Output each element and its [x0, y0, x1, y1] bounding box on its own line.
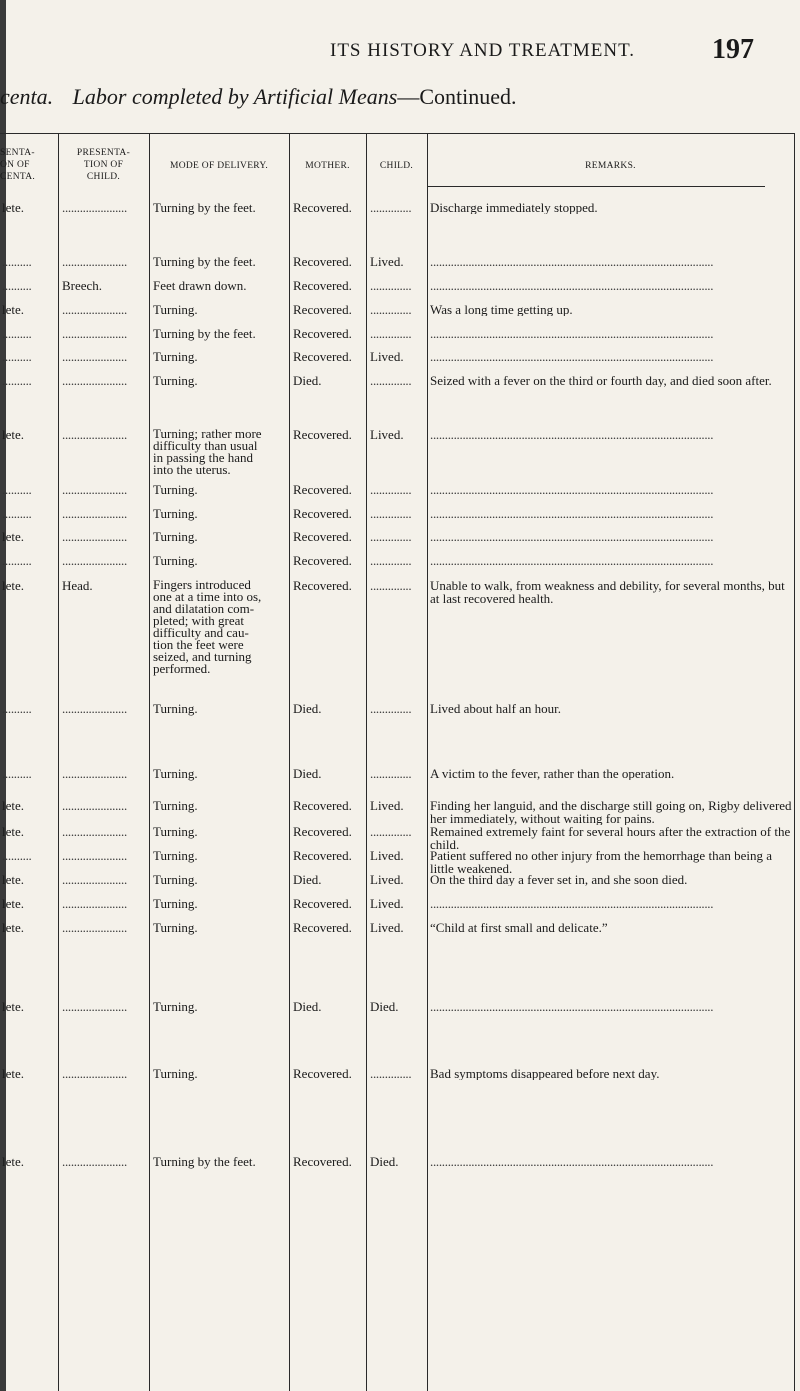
cell-placenta: ..........	[2, 506, 32, 521]
cell-mode: Turning by the feet.	[153, 326, 256, 341]
cell-mother: Recovered.	[293, 1154, 352, 1169]
cell-mode: Turning.	[153, 896, 198, 911]
column-header-mode: MODE OF DELIVERY.	[169, 161, 269, 171]
cell-remarks: Patient suffered no other injury from the hemorrhage than being a little weakened.	[430, 849, 772, 875]
cell-presentation: ......................	[62, 798, 127, 813]
cell-remarks: ................................................................................................	[430, 327, 714, 340]
cell-remarks: ................................................................................................	[430, 1000, 714, 1013]
column-divider	[149, 133, 150, 1391]
cell-mother: Recovered.	[293, 254, 352, 269]
cell-presentation: ......................	[62, 896, 127, 911]
cell-mode: Turning by the feet.	[153, 200, 256, 215]
table-caption	[0, 84, 517, 110]
cell-presentation: Head.	[62, 578, 93, 593]
cell-presentation: ......................	[62, 427, 127, 442]
cell-mode: Turning.	[153, 848, 198, 863]
cell-child: Lived.	[370, 427, 404, 442]
cell-mode-line: difficulty than usual	[153, 438, 258, 453]
cell-mode: Turning.	[153, 701, 198, 716]
table-top-rule	[0, 133, 794, 134]
cell-remarks: ................................................................................................	[430, 554, 714, 567]
caption-suffix: —Continued.	[397, 84, 517, 109]
cell-remarks: ................................................................................................	[430, 255, 714, 268]
cell-placenta: ..........	[2, 254, 32, 269]
cell-mode: Feet drawn down.	[153, 278, 247, 293]
cell-mode-line: Turning; rather more	[153, 426, 262, 441]
cell-placenta: ..........	[2, 553, 32, 568]
cell-mode-line: performed.	[153, 661, 211, 676]
page-number: 197	[712, 34, 754, 65]
cell-remarks: Unable to walk, from weakness and debility, for several months, but at last recovered health.	[430, 579, 785, 605]
cell-child: ..............	[370, 200, 412, 215]
cell-presentation: ......................	[62, 326, 127, 341]
cell-mode-line: in passing the hand	[153, 450, 254, 465]
cell-child: Lived.	[370, 798, 404, 813]
cell-remarks: Was a long time getting up.	[430, 303, 573, 316]
cell-presentation: ......................	[62, 506, 127, 521]
cell-mode: Turning.	[153, 349, 198, 364]
cell-mode: Turning.	[153, 824, 198, 839]
cell-mode: Turning.	[153, 302, 198, 317]
cell-mode: Turning.	[153, 920, 198, 935]
cell-presentation: ......................	[62, 373, 127, 388]
cell-presentation: ......................	[62, 1154, 127, 1169]
cell-remarks: Discharge immediately stopped.	[430, 201, 598, 214]
cell-placenta: lete.	[2, 798, 25, 813]
cell-mode: Turning.	[153, 553, 198, 568]
cell-placenta: lete.	[2, 999, 25, 1014]
cell-mode-line: Fingers introduced	[153, 577, 251, 592]
cell-presentation: ......................	[62, 999, 127, 1014]
cell-placenta: lete.	[2, 1066, 25, 1081]
caption-prefix: centa.	[0, 84, 54, 109]
cell-mode-line: and dilatation com-	[153, 601, 255, 616]
column-header-remarks: REMARKS.	[585, 161, 636, 171]
cell-remarks: ................................................................................................	[430, 897, 714, 910]
cell-child: ..............	[370, 506, 412, 521]
cell-child: Died.	[370, 1154, 399, 1169]
cell-mother: Recovered.	[293, 278, 352, 293]
cell-mode: Turning by the feet.	[153, 1154, 256, 1169]
cell-mode-line: one at a time into os,	[153, 589, 262, 604]
cell-child: Lived.	[370, 848, 404, 863]
cell-mother: Recovered.	[293, 824, 352, 839]
cell-mother: Died.	[293, 999, 322, 1014]
cell-mode: Turning by the feet.	[153, 254, 256, 269]
cell-placenta: ..........	[2, 326, 32, 341]
cell-placenta: lete.	[2, 302, 25, 317]
cell-child: ..............	[370, 482, 412, 497]
cell-placenta: ..........	[2, 848, 32, 863]
cell-child: ..............	[370, 302, 412, 317]
cell-presentation: ......................	[62, 766, 127, 781]
cell-placenta: lete.	[2, 896, 25, 911]
cell-placenta: ..........	[2, 373, 32, 388]
column-divider	[366, 133, 367, 1391]
cell-placenta: ..........	[2, 482, 32, 497]
cell-placenta: lete.	[2, 872, 25, 887]
cell-child: ..............	[370, 373, 412, 388]
cell-mode-line: tion the feet were	[153, 637, 244, 652]
cell-mother: Recovered.	[293, 529, 352, 544]
cell-remarks: Bad symptoms disappeared before next day.	[430, 1067, 660, 1080]
column-divider	[58, 133, 59, 1391]
cell-presentation: ......................	[62, 872, 127, 887]
cell-mother: Recovered.	[293, 578, 352, 593]
cell-placenta: lete.	[2, 1154, 25, 1169]
cell-remarks: ................................................................................................	[430, 279, 714, 292]
cell-child: ..............	[370, 578, 412, 593]
cell-mode-line: difficulty and cau-	[153, 625, 249, 640]
cell-placenta: lete.	[2, 427, 25, 442]
cell-presentation: ......................	[62, 200, 127, 215]
cell-child: ..............	[370, 766, 412, 781]
cell-placenta: lete.	[2, 824, 25, 839]
cell-placenta: lete.	[2, 920, 25, 935]
cell-child: ..............	[370, 824, 412, 839]
caption-main: Labor completed by Artificial Means	[72, 84, 398, 109]
cell-mother: Recovered.	[293, 1066, 352, 1081]
cell-mode	[153, 428, 287, 476]
cell-mother: Recovered.	[293, 482, 352, 497]
cell-presentation: Breech.	[62, 278, 103, 293]
cell-remarks: ................................................................................................	[430, 428, 714, 441]
cell-remarks: A victim to the fever, rather than the operation.	[430, 767, 675, 780]
column-divider	[794, 133, 795, 1391]
cell-mode: Turning.	[153, 1066, 198, 1081]
column-header-presentation: PRESENTA- TION OF CHILD.	[76, 148, 131, 182]
cell-mother: Recovered.	[293, 200, 352, 215]
cell-child: Lived.	[370, 254, 404, 269]
cell-child: ..............	[370, 529, 412, 544]
column-header-placenta: SENTA- ON OF CENTA.	[0, 148, 36, 182]
cell-remarks: Lived about half an hour.	[430, 702, 562, 715]
cell-placenta: lete.	[2, 200, 25, 215]
cell-mode: Turning.	[153, 798, 198, 813]
cell-remarks: ................................................................................................	[430, 507, 714, 520]
cell-child: Lived.	[370, 920, 404, 935]
cell-mother: Recovered.	[293, 920, 352, 935]
cell-mother: Recovered.	[293, 326, 352, 341]
cell-mode: Turning.	[153, 506, 198, 521]
cell-child: Lived.	[370, 349, 404, 364]
cell-mode-line: pleted; with great	[153, 613, 244, 628]
cell-mother: Died.	[293, 373, 322, 388]
cell-mother: Recovered.	[293, 506, 352, 521]
cell-remarks: ................................................................................................	[430, 530, 714, 543]
cell-presentation: ......................	[62, 1066, 127, 1081]
cell-mother: Recovered.	[293, 553, 352, 568]
header-bottom-rule	[427, 186, 765, 187]
cell-presentation: ......................	[62, 254, 127, 269]
cell-mother: Recovered.	[293, 798, 352, 813]
cell-mode: Turning.	[153, 529, 198, 544]
cell-remarks: On the third day a fever set in, and she soon died.	[430, 873, 688, 886]
cell-child: Lived.	[370, 872, 404, 887]
cell-child: ..............	[370, 553, 412, 568]
column-header-mother: MOTHER.	[305, 161, 350, 171]
cell-child: ..............	[370, 326, 412, 341]
cell-mode: Turning.	[153, 373, 198, 388]
cell-mode: Turning.	[153, 999, 198, 1014]
cell-mode: Turning.	[153, 482, 198, 497]
cell-presentation: ......................	[62, 920, 127, 935]
cell-remarks: ................................................................................................	[430, 483, 714, 496]
cell-remarks: Remained extremely faint for several hours after the extraction of the child.	[430, 825, 791, 851]
cell-mother: Died.	[293, 766, 322, 781]
cell-mother: Recovered.	[293, 848, 352, 863]
cell-mother: Recovered.	[293, 427, 352, 442]
cell-child: ..............	[370, 278, 412, 293]
cell-mode-line: seized, and turning	[153, 649, 252, 664]
cell-child: ..............	[370, 1066, 412, 1081]
cell-remarks: ................................................................................................	[430, 350, 714, 363]
cell-remarks: ................................................................................................	[430, 1155, 714, 1168]
cell-presentation: ......................	[62, 824, 127, 839]
cell-placenta: ..........	[2, 349, 32, 364]
cell-presentation: ......................	[62, 701, 127, 716]
cell-remarks: “Child at first small and delicate.”	[430, 921, 608, 934]
cell-remarks: Finding her languid, and the discharge still going on, Rigby delivered her immediately, without waiting for pains.	[430, 799, 792, 825]
cell-mode	[153, 579, 287, 675]
cell-placenta: ..........	[2, 701, 32, 716]
cell-remarks: Seized with a fever on the third or fourth day, and died soon after.	[430, 374, 772, 387]
cell-mode-line: into the uterus.	[153, 462, 231, 477]
cell-presentation: ......................	[62, 302, 127, 317]
cell-presentation: ......................	[62, 482, 127, 497]
cell-mode: Turning.	[153, 872, 198, 887]
cell-presentation: ......................	[62, 848, 127, 863]
column-divider	[427, 133, 428, 1391]
column-header-child: CHILD.	[379, 161, 414, 171]
cell-child: Died.	[370, 999, 399, 1014]
cell-placenta: lete.	[2, 529, 25, 544]
cell-mother: Recovered.	[293, 896, 352, 911]
cell-placenta: lete.	[2, 578, 25, 593]
cell-mother: Recovered.	[293, 349, 352, 364]
cell-presentation: ......................	[62, 553, 127, 568]
cell-presentation: ......................	[62, 529, 127, 544]
cell-placenta: ..........	[2, 766, 32, 781]
cell-child: ..............	[370, 701, 412, 716]
running-header: ITS HISTORY AND TREATMENT.	[330, 40, 636, 61]
cell-mother: Died.	[293, 701, 322, 716]
cell-mother: Died.	[293, 872, 322, 887]
cell-child: Lived.	[370, 896, 404, 911]
cell-mother: Recovered.	[293, 302, 352, 317]
column-divider	[289, 133, 290, 1391]
cell-mode: Turning.	[153, 766, 198, 781]
cell-presentation: ......................	[62, 349, 127, 364]
cell-placenta: ..........	[2, 278, 32, 293]
